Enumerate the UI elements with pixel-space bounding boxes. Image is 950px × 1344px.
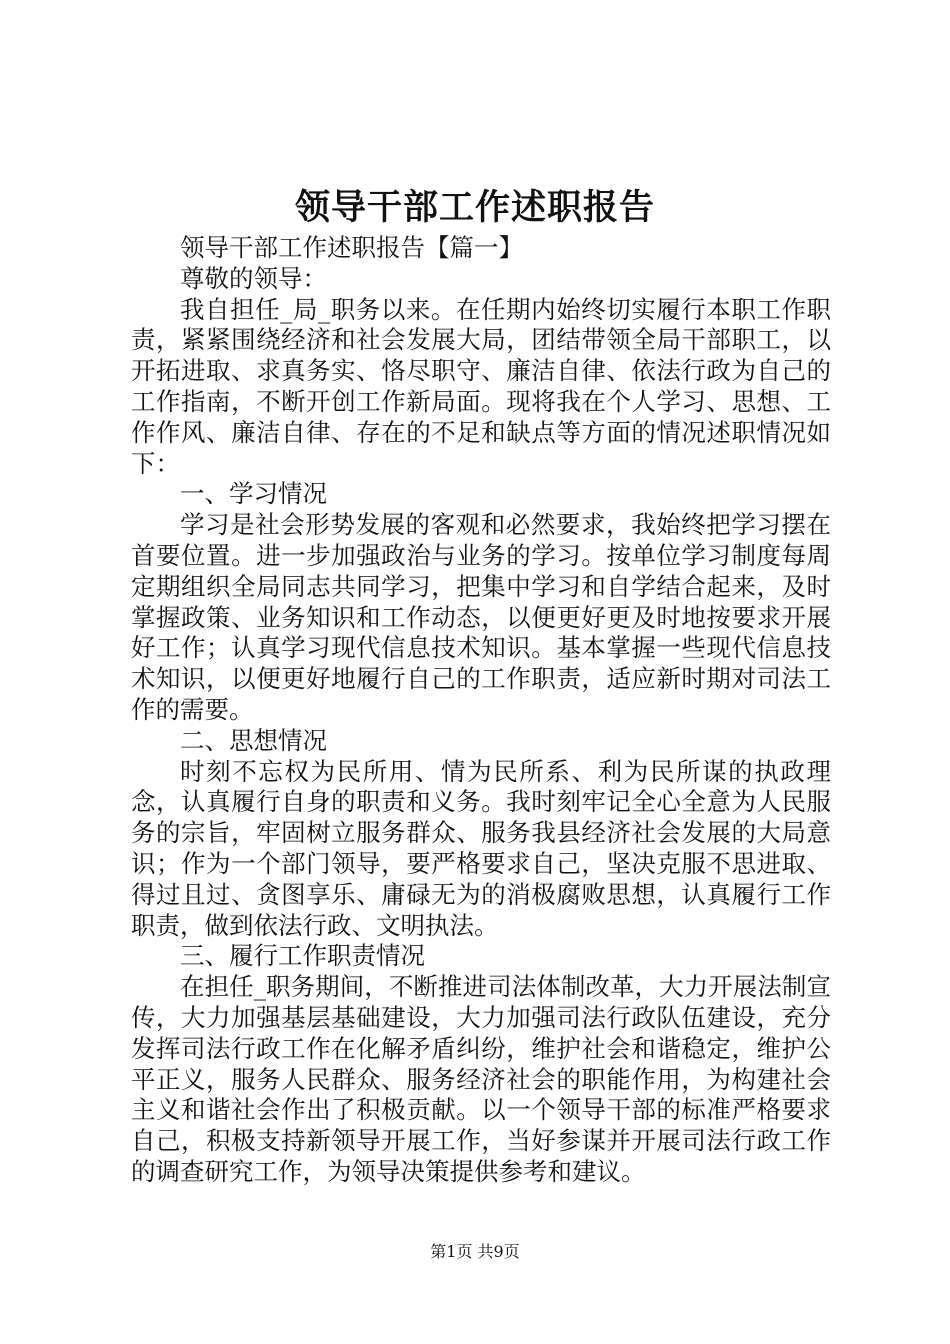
section-heading-duties: 三、履行工作职责情况 <box>180 941 425 971</box>
section-heading-thought: 二、思想情况 <box>180 725 327 755</box>
intro-paragraph: 我自担任_局_职务以来。在任期内始终切实履行本职工作职责，紧紧围绕经济和社会发展大局，团结带领全局干部职工，以开拓进取、求真务实、恪尽职守、廉洁自律、依法行政为自己的工作指南，不断开创工作新局面。现将我在个人学习、思想、工作作风、廉洁自律、存在的不足和缺点等方面的情况述职情况如下： <box>131 294 831 478</box>
page-number-footer: 第1页 共9页 <box>430 1242 520 1261</box>
section-heading-study: 一、学习情况 <box>180 479 327 509</box>
duties-paragraph: 在担任_职务期间，不断推进司法体制改革，大力开展法制宣传，大力加强基层基础建设，大力加强司法行政队伍建设，充分发挥司法行政工作在化解矛盾纠纷，维护社会和谐稳定，维护公平正义，服务人民群众、服务经济社会的职能作用，为构建社会主义和谐社会作出了积极贡献。以一个领导干部的标准严格要求自己，积极支持新领导开展工作，当好参谋并开展司法行政工作的调查研究工作，为领导决策提供参考和建议。 <box>131 972 831 1186</box>
document-body <box>131 233 831 1188</box>
section-heading-part-one: 领导干部工作述职报告【篇一】 <box>180 233 523 262</box>
salutation: 尊敬的领导： <box>180 263 327 293</box>
document-title: 领导干部工作述职报告 <box>294 187 655 228</box>
thought-paragraph: 时刻不忘权为民所用、情为民所系、利为民所谋的执政理念，认真履行自身的职责和义务。我时刻牢记全心全意为人民服务的宗旨，牢固树立服务群众、服务我县经济社会发展的大局意识；作为一个部门领导，要严格要求自己，坚决克服不思进取、得过且过、贪图享乐、庸碌无为的消极腐败思想，认真履行工作职责，做到依法行政、文明执法。 <box>131 756 831 940</box>
study-paragraph: 学习是社会形势发展的客观和必然要求，我始终把学习摆在首要位置。进一步加强政治与业务的学习。按单位学习制度每周定期组织全局同志共同学习，把集中学习和自学结合起来，及时掌握政策、业务知识和工作动态，以便更好更及时地按要求开展好工作；认真学习现代信息技术知识。基本掌握一些现代信息技术知识，以便更好地履行自己的工作职责，适应新时期对司法工作的需要。 <box>131 510 831 724</box>
